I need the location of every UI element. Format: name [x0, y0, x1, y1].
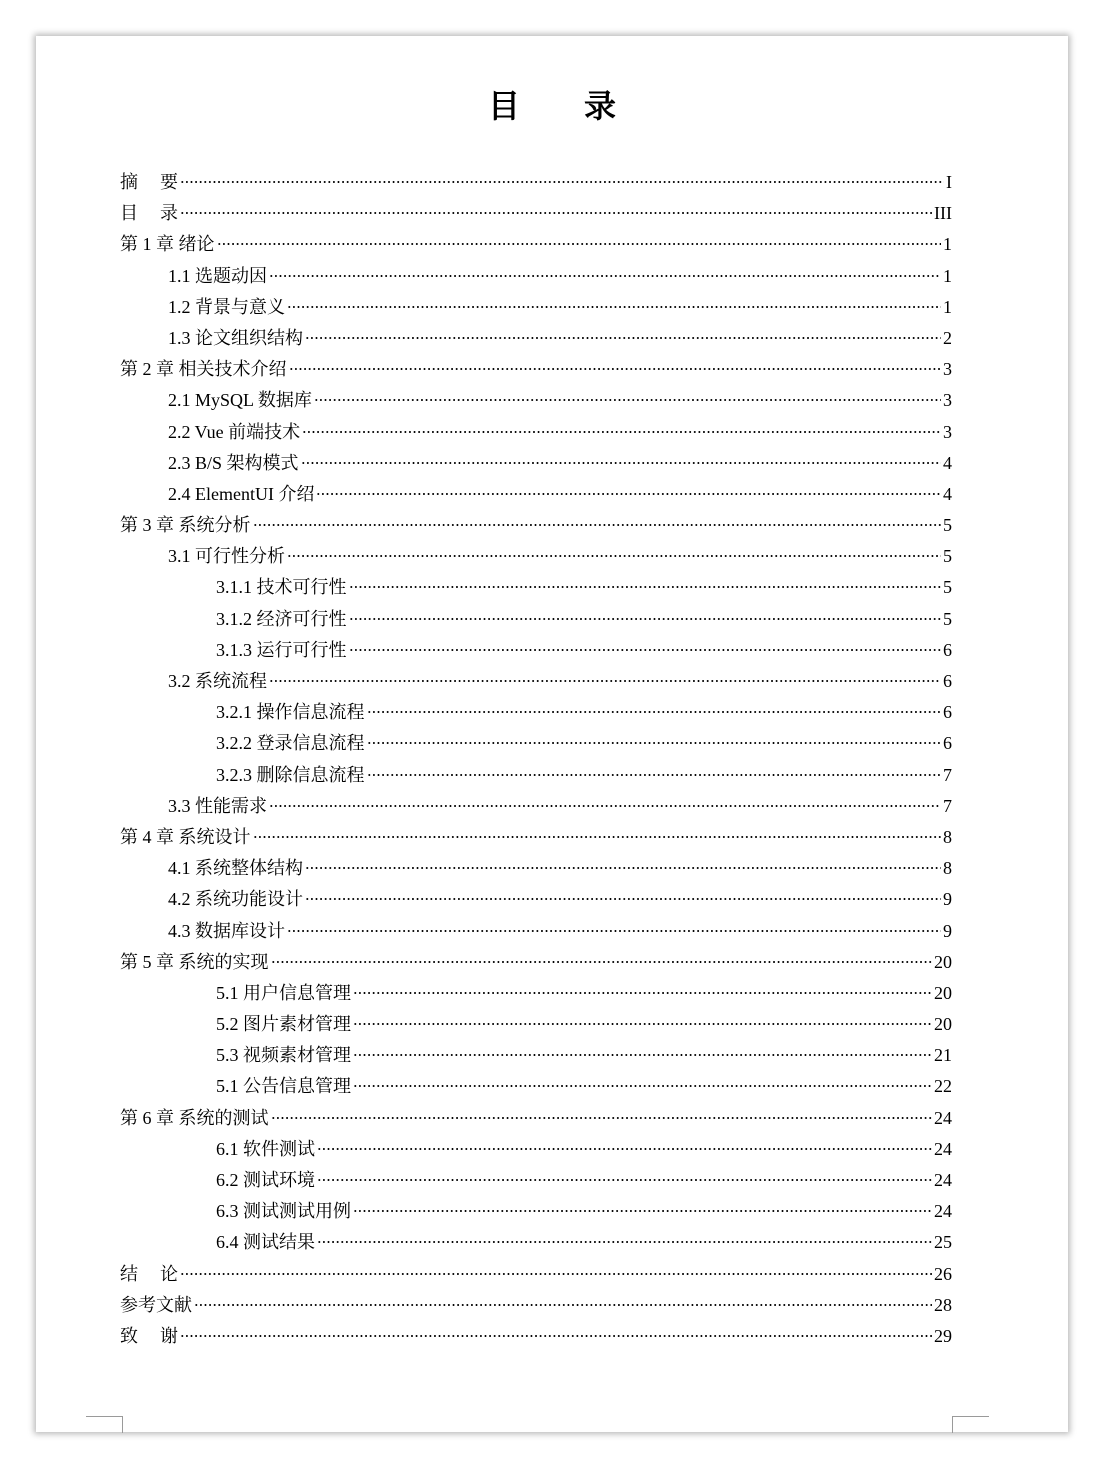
toc-entry-page-number: 29 [934, 1325, 952, 1346]
dot-leader [353, 1209, 932, 1213]
dot-leader [180, 211, 932, 215]
toc-entry-page-number: 9 [943, 889, 952, 910]
dot-leader [269, 804, 941, 808]
dot-leader [180, 180, 944, 184]
toc-entry-label: 3.1 可行性分析 [168, 546, 285, 567]
toc-entry-label: 结 论 [120, 1263, 178, 1284]
toc-entry-page-number: 4 [943, 483, 952, 504]
toc-entry-label: 5.1 公告信息管理 [216, 1076, 351, 1097]
toc-entry-page-number: 5 [943, 608, 952, 629]
toc-entry[interactable] [120, 479, 952, 510]
toc-entry[interactable] [120, 697, 952, 728]
toc-entry-page-number: 6 [943, 639, 952, 660]
toc-entry-label: 1.3 论文组织结构 [168, 327, 303, 348]
toc-entry-page-number: 5 [943, 515, 952, 536]
toc-entry-page-number: 8 [943, 826, 952, 847]
dot-leader [305, 866, 941, 870]
toc-entry-label: 1.2 背景与意义 [168, 296, 285, 317]
toc-entry[interactable] [120, 510, 952, 541]
dot-leader [289, 367, 942, 371]
toc-entry-page-number: 24 [934, 1201, 952, 1222]
dot-leader [194, 1303, 932, 1307]
toc-entry-page-number: 20 [934, 1014, 952, 1035]
dot-leader [367, 741, 942, 745]
toc-entry-page-number: 6 [943, 733, 952, 754]
toc-entry-label: 2.1 MySQL 数据库 [168, 390, 312, 411]
toc-entry[interactable] [120, 1071, 952, 1102]
dot-leader [349, 585, 942, 589]
dot-leader [287, 305, 941, 309]
toc-entry-page-number: 1 [943, 234, 952, 255]
toc-entry-page-number: 24 [934, 1138, 952, 1159]
toc-entry-page-number: 7 [943, 795, 952, 816]
toc-entry-page-number: 26 [934, 1263, 952, 1284]
toc-entry[interactable] [120, 791, 952, 822]
dot-leader [287, 554, 941, 558]
document-page [36, 36, 1068, 1432]
toc-entry[interactable] [120, 448, 952, 479]
dot-leader [367, 773, 942, 777]
dot-leader [253, 835, 942, 839]
toc-entry-page-number: 28 [934, 1294, 952, 1315]
toc-entry[interactable] [120, 916, 952, 947]
toc-entry-label: 摘 要 [120, 172, 178, 192]
toc-entry-label: 1.1 选题动因 [168, 265, 267, 286]
toc-entry[interactable] [120, 1134, 952, 1165]
toc-entry-label: 5.3 视频素材管理 [216, 1045, 351, 1066]
toc-entry[interactable] [120, 1103, 952, 1134]
toc-entry-label: 第 6 章 系统的测试 [120, 1107, 269, 1128]
dot-leader [317, 1240, 932, 1244]
toc-entry[interactable] [120, 385, 952, 416]
toc-entry[interactable] [120, 167, 952, 198]
dot-leader [269, 274, 941, 278]
toc-entry-page-number: 1 [943, 296, 952, 317]
toc-entry-label: 目 录 [120, 203, 178, 224]
toc-entry[interactable] [120, 635, 952, 666]
dot-leader [349, 648, 942, 652]
toc-entry-page-number: 5 [943, 577, 952, 598]
toc-entry[interactable] [120, 884, 952, 915]
toc-entry-label: 3.2.2 登录信息流程 [216, 733, 365, 754]
toc-entry-label: 2.3 B/S 架构模式 [168, 452, 299, 473]
toc-entry-label: 2.4 ElementUI 介绍 [168, 483, 315, 504]
toc-entry[interactable] [120, 1227, 952, 1258]
toc-entry-label: 第 5 章 系统的实现 [120, 951, 269, 972]
toc-entry-page-number: 6 [943, 702, 952, 723]
toc-entry-label: 3.2.1 操作信息流程 [216, 702, 365, 723]
toc-entry-page-number: 24 [934, 1107, 952, 1128]
toc-entry[interactable] [120, 666, 952, 697]
dot-leader [353, 991, 932, 995]
dot-leader [317, 1147, 932, 1151]
toc-entry[interactable] [120, 572, 952, 603]
toc-entry-page-number: 20 [934, 951, 952, 972]
toc-entry-page-number: III [934, 203, 952, 224]
dot-leader [316, 492, 941, 496]
toc-entry[interactable] [120, 604, 952, 635]
dot-leader [180, 1272, 932, 1276]
toc-entry-label: 3.1.1 技术可行性 [216, 577, 347, 598]
dot-leader [271, 1116, 933, 1120]
toc-entry-page-number: 5 [943, 546, 952, 567]
dot-leader [301, 461, 941, 465]
toc-entry-page-number: 8 [943, 858, 952, 879]
toc-entry[interactable] [120, 229, 952, 260]
toc-entry-label: 3.1.3 运行可行性 [216, 639, 347, 660]
toc-entry[interactable] [120, 947, 952, 978]
dot-leader [269, 679, 941, 683]
toc-entry-label: 4.2 系统功能设计 [168, 889, 303, 910]
toc-entry-page-number: 3 [943, 390, 952, 411]
toc-entry-label: 3.1.2 经济可行性 [216, 608, 347, 629]
toc-entry-label: 4.3 数据库设计 [168, 920, 285, 941]
toc-entry[interactable] [120, 292, 952, 323]
toc-entry[interactable] [120, 853, 952, 884]
toc-entry-page-number: I [946, 172, 952, 192]
toc-entry-label: 第 1 章 绪论 [120, 234, 215, 255]
toc-entry-page-number: 6 [943, 671, 952, 691]
page-title: 目 录 [487, 88, 644, 124]
toc-entry-page-number: 3 [943, 421, 952, 442]
toc-entry-label: 3.2.3 删除信息流程 [216, 764, 365, 785]
dot-leader [217, 242, 942, 246]
dot-leader [305, 897, 941, 901]
dot-leader [253, 523, 942, 527]
dot-leader [271, 960, 933, 964]
dot-leader [353, 1053, 932, 1057]
toc-entry[interactable] [120, 978, 952, 1009]
toc-entry-label: 5.1 用户信息管理 [216, 982, 351, 1003]
toc-entry[interactable] [120, 1009, 952, 1040]
toc-entry[interactable] [120, 1165, 952, 1196]
toc-entry-label: 参考文献 [120, 1294, 192, 1315]
toc-entry[interactable] [120, 1196, 952, 1227]
toc-entry-label: 3.3 性能需求 [168, 795, 267, 816]
page-corner-mark-left [86, 1416, 123, 1433]
toc-entry[interactable] [120, 417, 952, 448]
dot-leader [305, 336, 941, 340]
toc-entry[interactable] [120, 822, 952, 853]
dot-leader [287, 929, 941, 933]
dot-leader [314, 398, 941, 402]
dot-leader [349, 617, 942, 621]
toc-entry-page-number: 9 [943, 920, 952, 941]
toc-entry-page-number: 20 [934, 982, 952, 1003]
toc-entry-label: 5.2 图片素材管理 [216, 1014, 351, 1035]
dot-leader [302, 430, 941, 434]
toc-entry-label: 6.1 软件测试 [216, 1138, 315, 1159]
toc-entry-label: 2.2 Vue 前端技术 [168, 421, 301, 442]
dot-leader [317, 1178, 932, 1182]
toc-entry-label: 第 4 章 系统设计 [120, 826, 251, 847]
toc-entry-page-number: 7 [943, 764, 952, 785]
toc-entry[interactable] [120, 261, 952, 292]
dot-leader [353, 1084, 932, 1088]
toc-entry[interactable] [120, 323, 952, 354]
toc-entry-label: 3.2 系统流程 [168, 671, 267, 691]
toc-entry[interactable] [120, 541, 952, 572]
toc-entry-label: 6.3 测试测试用例 [216, 1201, 351, 1222]
toc-entry-page-number: 24 [934, 1170, 952, 1190]
toc-entry-page-number: 21 [934, 1045, 952, 1066]
toc-entry[interactable] [120, 354, 952, 385]
toc-entry-page-number: 22 [934, 1076, 952, 1097]
toc-entry[interactable] [120, 1259, 952, 1290]
toc-entry-page-number: 3 [943, 359, 952, 380]
toc-entry[interactable] [120, 1040, 952, 1071]
dot-leader [353, 1022, 932, 1026]
dot-leader [180, 1334, 932, 1338]
toc-entry[interactable] [120, 1321, 952, 1352]
toc-entry-label: 6.4 测试结果 [216, 1232, 315, 1253]
table-of-contents [120, 167, 952, 1352]
toc-entry[interactable] [120, 1290, 952, 1321]
page-corner-mark-right [952, 1416, 989, 1433]
dot-leader [367, 710, 942, 714]
toc-entry-label: 6.2 测试环境 [216, 1170, 315, 1190]
toc-entry-page-number: 2 [943, 327, 952, 348]
toc-entry-page-number: 4 [943, 452, 952, 473]
toc-entry-label: 第 3 章 系统分析 [120, 515, 251, 536]
toc-entry-label: 4.1 系统整体结构 [168, 858, 303, 879]
toc-entry-page-number: 1 [943, 265, 952, 286]
toc-entry-label: 致 谢 [120, 1325, 178, 1346]
toc-entry[interactable] [120, 728, 952, 759]
toc-entry[interactable] [120, 760, 952, 791]
toc-entry[interactable] [120, 198, 952, 229]
toc-entry-label: 第 2 章 相关技术介绍 [120, 359, 287, 380]
toc-entry-page-number: 25 [934, 1232, 952, 1253]
